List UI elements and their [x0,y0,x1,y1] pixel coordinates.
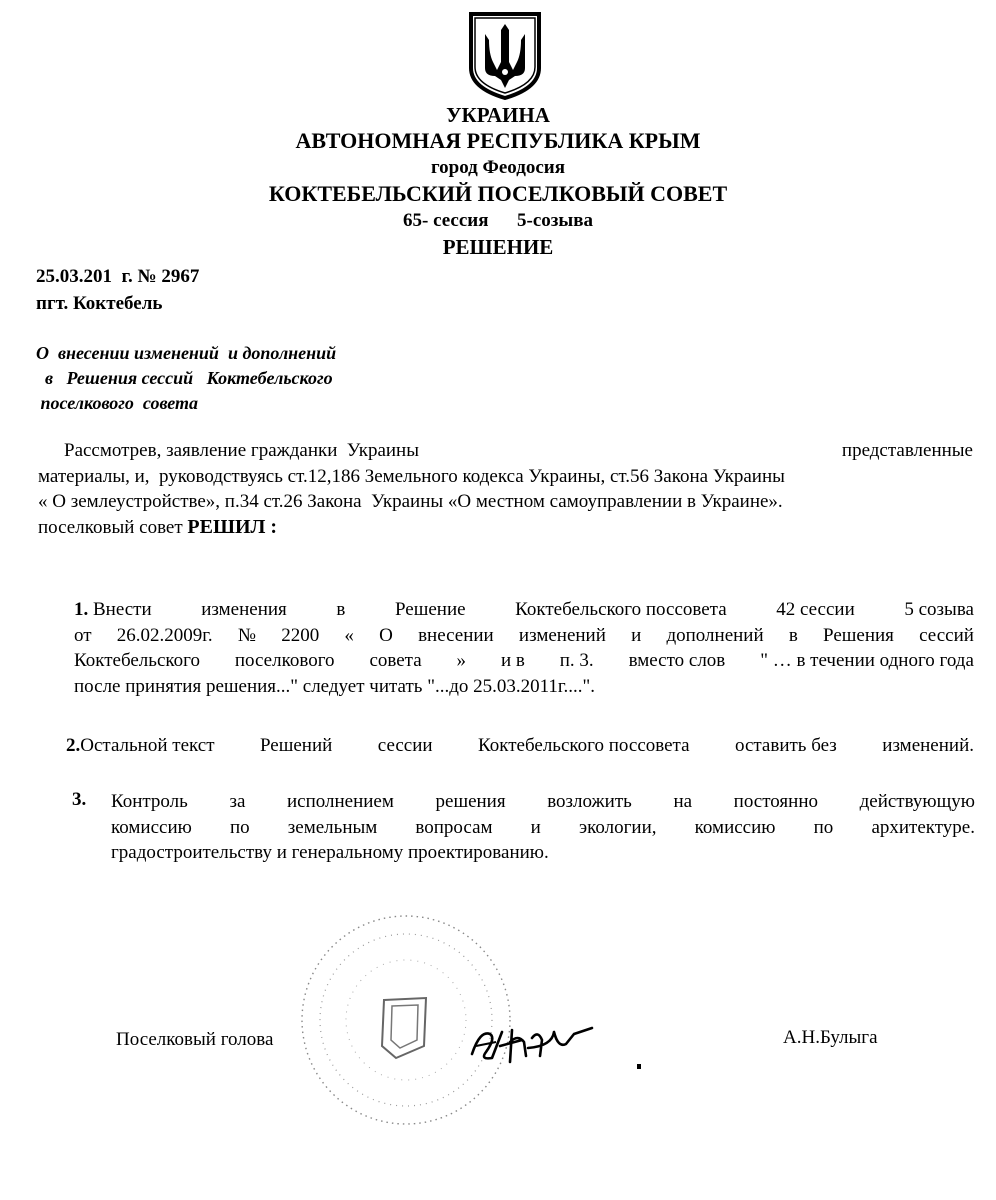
preamble-line [38,438,973,464]
item-word: Контроль [111,791,188,812]
item-line [111,815,975,841]
subject-block [36,341,336,416]
subject-line: в Решения сессий Коктебельского [36,368,333,388]
item-word: в [788,624,798,646]
item-line: градостроительству и генеральному проектированию. [111,842,549,863]
item-word: Внести [93,599,152,620]
signatory-name: А.Н.Булыга [783,1027,878,1048]
preamble-text: материалы, и, руководствуясь ст.12,186 Земельного кодекса Украины, ст.56 Закона Украины [38,465,785,487]
item-word: по [813,816,834,838]
item-word: возложить [547,791,632,812]
item-word: 5 созыва [904,599,974,620]
preamble-line [38,464,973,490]
item-word: Коктебельского поссовета [478,735,690,756]
item-word: и в [500,650,525,671]
item-word: « [344,624,354,646]
item-word: архитектуре. [871,816,975,838]
decision-item-1 [74,597,974,699]
item-line: после принятия решения..." следует читать "...до 25.03.2011г....". [74,675,596,697]
preamble-text: Рассмотрев, заявление гражданки Украины [64,440,419,461]
item-word: 42 сессии [776,599,855,620]
item-word: О [379,624,393,646]
preamble [38,438,973,540]
item-word: " … в течении одного года [760,650,974,671]
item-word: сессии [377,735,433,756]
preamble-line [38,489,973,515]
item-word: сессий [919,624,974,646]
decision-item-3 [111,789,975,866]
item-word: комиссию [694,816,776,838]
preamble-text: представленные [841,440,973,461]
item-word: изменения [201,599,287,620]
item-word: комиссию [111,816,192,838]
item-number: 1. [74,599,89,620]
item-line [66,733,974,759]
item-word: 26.02.2009г. [116,624,213,646]
item-word: Коктебельского поссовета [515,599,727,620]
header-council: КОКТЕБЕЛЬСКИЙ ПОСЕЛКОВЫЙ СОВЕТ [268,181,728,206]
item-word: п. 3. [559,650,594,671]
item-word: № [237,624,257,646]
coat-of-arms-icon [465,10,545,100]
item-word: Остальной текст [80,735,215,756]
header-republic: АВТОНОМНАЯ РЕСПУБЛИКА КРЫМ [295,128,701,153]
header-city: город Феодосия [430,157,565,178]
document-type: РЕШЕНИЕ [442,235,554,259]
item-word: земельным [287,816,378,838]
item-line [74,597,974,623]
item-word: » [456,650,467,671]
subject-line: О внесении изменений и дополнений [36,343,337,363]
header-session: 65- сессия 5-созыва [403,210,593,231]
item-word: от [74,624,92,646]
item-word: оставить без [734,735,837,756]
item-number: 2. [66,735,81,756]
item-word: за [229,791,246,812]
item-word: Коктебельского [74,650,200,671]
item-word: на [673,791,693,812]
item-word: и [631,624,642,646]
item-line [74,648,974,674]
item-word: постоянно [733,791,818,812]
signatory-title: Поселковый голова [116,1029,274,1050]
item-word: по [229,816,250,838]
item-line [74,623,974,649]
item-word: экологии, [578,816,657,838]
item-word: внесении [418,624,494,646]
subject-line: поселкового совета [36,393,199,413]
item-word: изменений [518,624,606,646]
place: пгт. Коктебель [36,293,163,314]
item-word: 2200 [281,624,320,646]
item-word: Решения [823,624,894,646]
item-word: вопросам [415,816,493,838]
item-word: Решений [259,735,333,756]
item-word: и [530,816,541,838]
item-word: действующую [859,791,975,812]
header-country: УКРАИНА [446,103,550,127]
decision-item-2 [66,733,974,759]
item-word: вместо слов [628,650,726,671]
item-word: исполнением [287,791,394,812]
item-word: дополнений [666,624,764,646]
ink-dot [637,1064,641,1069]
preamble-text: « О землеустройстве», п.34 ст.26 Закона Украины «О местном самоуправлении в Украине». [38,491,783,512]
preamble-line [38,515,973,541]
item-word: Решение [394,599,466,620]
item-word: решения [435,791,506,812]
item-word: совета [369,650,422,671]
date-and-number: 25.03.201 г. № 2967 [36,266,200,287]
item-word: поселкового [234,650,335,671]
item-line [111,789,975,815]
signature-icon [462,1012,602,1072]
decision-word: РЕШИЛ : [187,515,278,538]
item-word: в [336,599,346,620]
item-word: изменений. [882,735,974,756]
preamble-text: поселковый совет [38,516,183,538]
item-number: 3. [72,789,87,810]
